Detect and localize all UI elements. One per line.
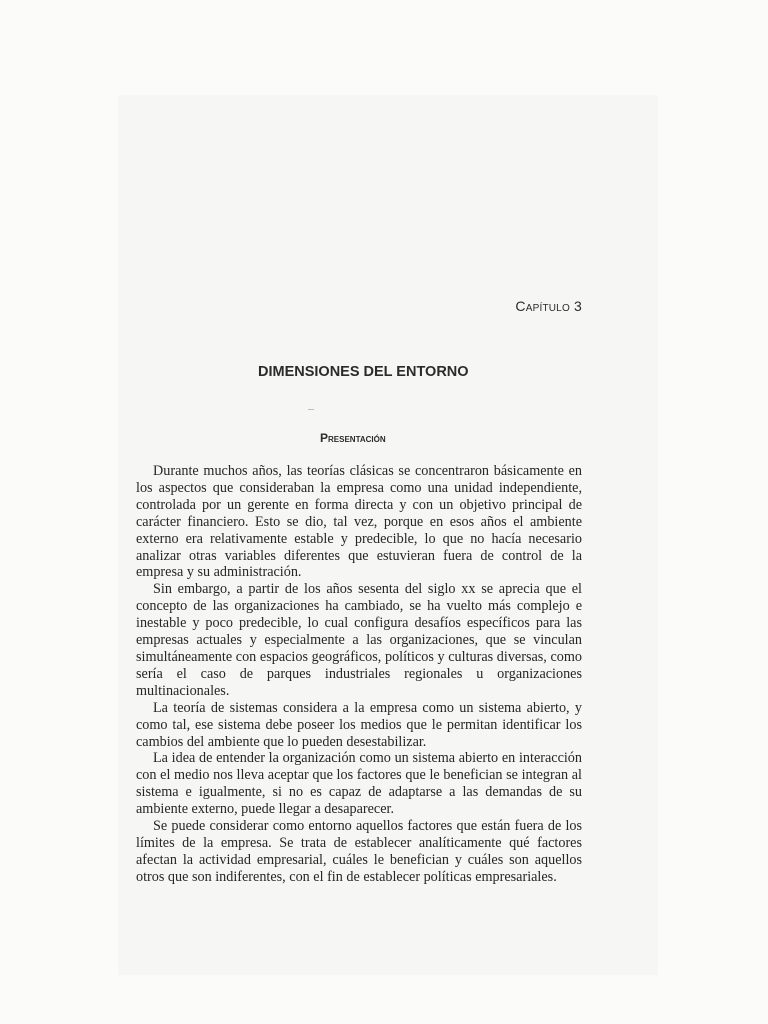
paragraph: Sin embargo, a partir de los años sesenta del siglo xx se aprecia que el concepto de las organizaciones ha cambiado, se ha vuelto más complejo e inestable y poco predecible, lo cual configura desafíos específicos para las empresas actuales y especialmente a las organizaciones, que se vinculan simultáneamente con espacios geográficos, políticos y culturas diversas, como sería el caso de parques industriales regionales u organizaciones multinacionales. bbox=[136, 581, 582, 699]
paragraph: La teoría de sistemas considera a la empresa como un sistema abierto, y como tal, ese sistema debe poseer los medios que le permitan identificar los cambios del ambiente que lo pueden desestabilizar. bbox=[136, 699, 582, 750]
section-heading: Presentación bbox=[320, 431, 386, 445]
chapter-title: DIMENSIONES DEL ENTORNO bbox=[258, 364, 469, 380]
scan-speck bbox=[308, 409, 314, 410]
body-text bbox=[136, 463, 582, 886]
paragraph: La idea de entender la organización como un sistema abierto en interacción con el medio nos lleva aceptar que los factores que le benefician se integran al sistema e igualmente, si no es capaz de adaptarse a las demandas de su ambiente externo, puede llegar a desaparecer. bbox=[136, 750, 582, 818]
chapter-heading: Capítulo 3 bbox=[515, 298, 582, 314]
paragraph: Se puede considerar como entorno aquellos factores que están fuera de los límites de la empresa. Se trata de establecer analíticamente qué factores afectan la actividad empresarial, cuáles le benefician y cuáles son aquellos otros que son indiferentes, con el fin de establecer políticas empresariales. bbox=[136, 818, 582, 885]
paragraph: Durante muchos años, las teorías clásicas se concentraron básicamente en los aspectos que consideraban la empresa como una unidad independiente, controlada por un gerente en forma directa y con un objetivo principal de carácter financiero. Esto se dio, tal vez, porque en esos años el ambiente externo era relativamente estable y predecible, lo que no hacía necesario analizar otras variables diferentes que estuvieran fuera de control de la empresa y su administración. bbox=[136, 463, 582, 581]
